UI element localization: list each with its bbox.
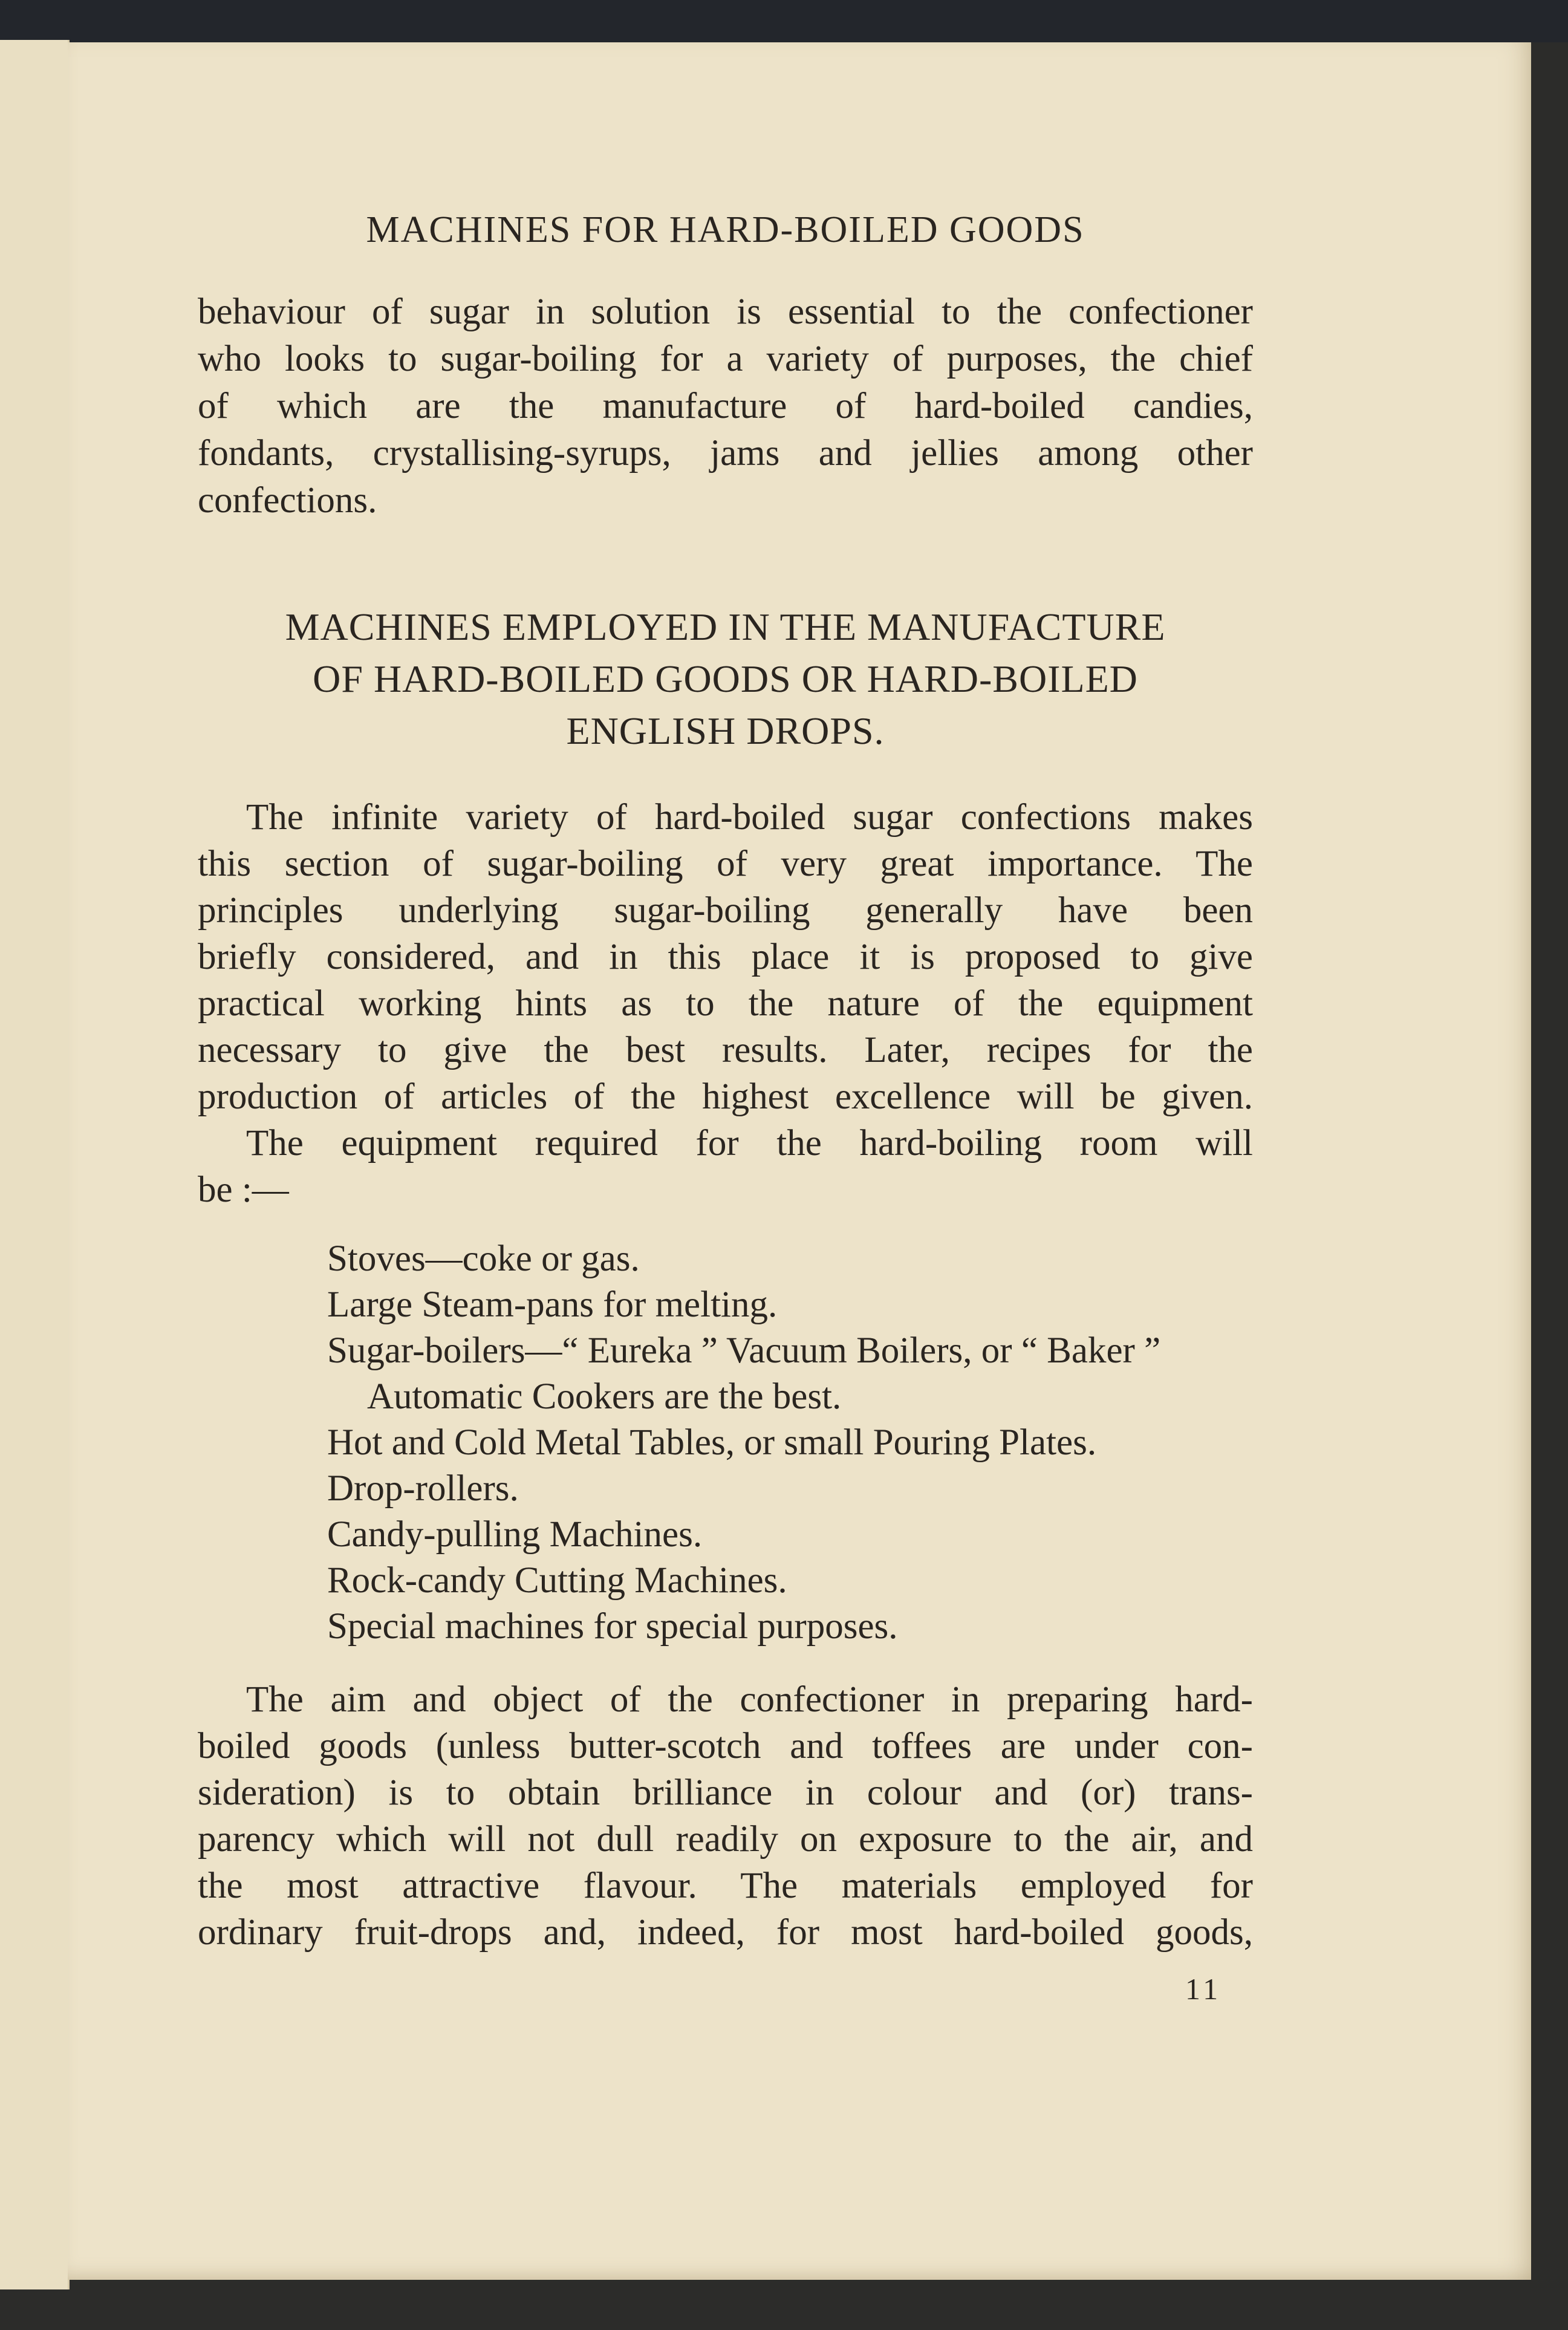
- paragraph-1: [198, 288, 1253, 524]
- text-line: who looks to sugar-boiling for a variety of purposes, the chief: [198, 339, 1253, 379]
- text-line: practical working hints as to the nature of the equipment: [198, 983, 1253, 1024]
- list-item-continuation: Automatic Cookers are the best.: [367, 1376, 842, 1417]
- paragraph-2: [198, 794, 1253, 1213]
- text-line: The equipment required for the hard-boiling room will: [246, 1123, 1253, 1163]
- heading-line: OF HARD-BOILED GOODS OR HARD-BOILED: [313, 657, 1138, 700]
- text-line: be :—: [198, 1170, 289, 1210]
- text-line: ordinary fruit-drops and, indeed, for most hard-boiled goods,: [198, 1912, 1253, 1953]
- text-line: confections.: [198, 480, 377, 521]
- text-line: this section of sugar-boiling of very great importance. The: [198, 844, 1253, 884]
- text-line: parency which will not dull readily on exposure to the air, and: [198, 1819, 1253, 1860]
- equipment-list: [327, 1236, 1270, 1650]
- list-item: Large Steam-pans for melting.: [327, 1284, 778, 1325]
- text-line: The aim and object of the confectioner in preparing hard-: [246, 1679, 1253, 1720]
- text-line: production of articles of the highest excellence will be given.: [198, 1076, 1253, 1117]
- list-item: Special machines for special purposes.: [327, 1606, 898, 1647]
- text-line: the most attractive flavour. The materials employed for: [198, 1866, 1253, 1906]
- text-line: sideration) is to obtain brilliance in colour and (or) trans-: [198, 1772, 1253, 1813]
- list-item: Hot and Cold Metal Tables, or small Pouring Plates.: [327, 1422, 1097, 1463]
- text-line: behaviour of sugar in solution is essential to the confectioner: [198, 291, 1253, 332]
- page-number: 11: [1185, 1972, 1222, 2006]
- list-item: Candy-pulling Machines.: [327, 1514, 703, 1555]
- heading-line: ENGLISH DROPS.: [566, 709, 885, 752]
- section-heading: [198, 601, 1253, 757]
- list-item: Stoves—coke or gas.: [327, 1238, 640, 1279]
- text-line: briefly considered, and in this place it is proposed to give: [198, 937, 1253, 977]
- text-line: principles underlying sugar-boiling generally have been: [198, 890, 1253, 931]
- list-item: Rock-candy Cutting Machines.: [327, 1560, 787, 1601]
- text-line: of which are the manufacture of hard-boiled candies,: [198, 386, 1253, 426]
- text-line: necessary to give the best results. Later, recipes for the: [198, 1030, 1253, 1070]
- list-item: Drop-rollers.: [327, 1468, 519, 1509]
- text-line: boiled goods (unless butter-scotch and toffees are under con-: [198, 1726, 1253, 1766]
- text-line: The infinite variety of hard-boiled sugar confections makes: [246, 797, 1253, 838]
- facing-page-edge: [0, 40, 70, 2289]
- paragraph-3: [198, 1676, 1253, 1956]
- heading-line: MACHINES EMPLOYED IN THE MANUFACTURE: [285, 605, 1166, 648]
- list-item: Sugar-boilers—“ Eureka ” Vacuum Boilers, or “ Baker ”: [327, 1330, 1161, 1371]
- running-head: MACHINES FOR HARD-BOILED GOODS: [366, 209, 1085, 250]
- text-line: fondants, crystallising-syrups, jams and jellies among other: [198, 433, 1253, 473]
- book-cover-edge: [0, 0, 1568, 42]
